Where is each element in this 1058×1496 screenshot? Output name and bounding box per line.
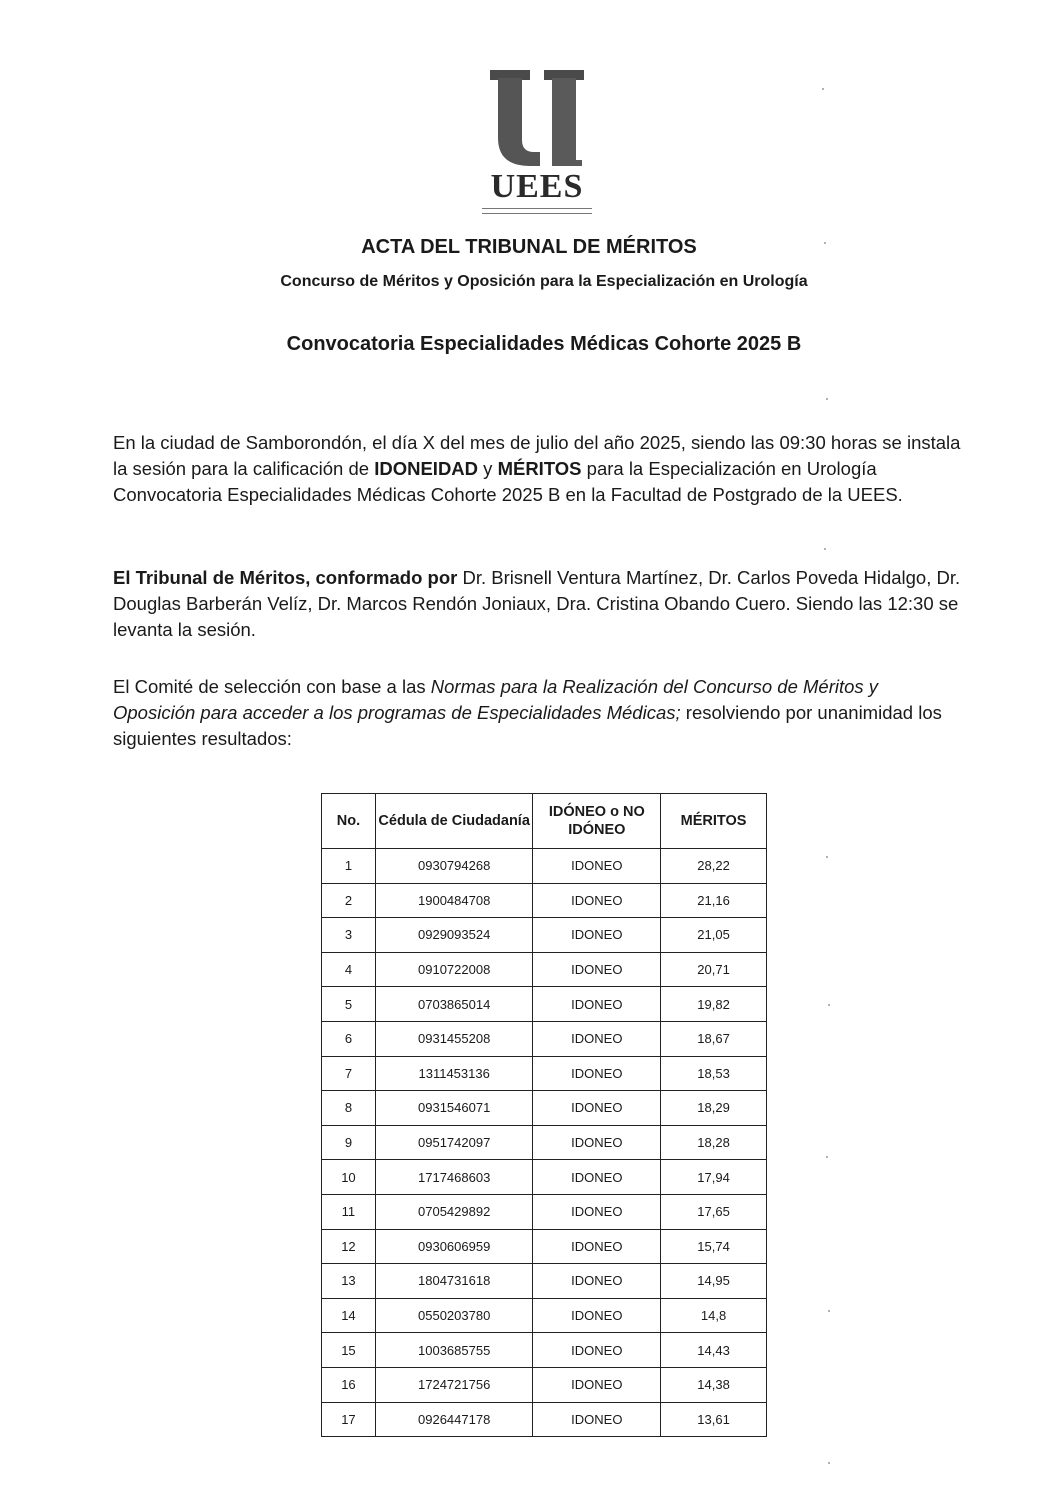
cell-no: 13 (322, 1264, 376, 1299)
cell-meritos: 18,28 (661, 1125, 767, 1160)
cell-meritos: 20,71 (661, 952, 767, 987)
cell-cedula: 0926447178 (375, 1402, 533, 1437)
header-meritos: MÉRITOS (661, 794, 767, 849)
cell-no: 7 (322, 1056, 376, 1091)
cell-meritos: 18,29 (661, 1091, 767, 1126)
cell-meritos: 21,16 (661, 883, 767, 918)
cell-meritos: 19,82 (661, 987, 767, 1022)
cell-cedula: 0951742097 (375, 1125, 533, 1160)
header-no: No. (322, 794, 376, 849)
cell-cedula: 0930606959 (375, 1229, 533, 1264)
cell-cedula: 1311453136 (375, 1056, 533, 1091)
cell-idoneo: IDONEO (533, 1402, 661, 1437)
scan-speck (826, 856, 828, 858)
cell-idoneo: IDONEO (533, 952, 661, 987)
table-row (322, 1264, 767, 1299)
cell-meritos: 18,53 (661, 1056, 767, 1091)
cell-meritos: 17,65 (661, 1194, 767, 1229)
scan-speck (824, 242, 826, 244)
scan-speck (828, 1004, 830, 1006)
cell-meritos: 13,61 (661, 1402, 767, 1437)
logo-tagline-line (482, 208, 592, 214)
scan-speck (826, 398, 828, 400)
cell-idoneo: IDONEO (533, 987, 661, 1022)
session-paragraph: En la ciudad de Samborondón, el día X del mes de julio del año 2025, siendo las 09:30 horas se instala la sesión para la calificación de IDONEIDAD y MÉRITOS para la Especialización en Urología Convocatoria Especialidades Médicas Cohorte 2025 B en la Facultad de Postgrado de la UEES. (113, 432, 961, 505)
cell-meritos: 14,38 (661, 1367, 767, 1402)
table-header-row (322, 794, 767, 849)
cell-meritos: 15,74 (661, 1229, 767, 1264)
cell-no: 14 (322, 1298, 376, 1333)
table-row (322, 1229, 767, 1264)
table-row (322, 849, 767, 884)
cell-cedula: 1900484708 (375, 883, 533, 918)
cell-cedula: 0705429892 (375, 1194, 533, 1229)
cell-no: 12 (322, 1229, 376, 1264)
cell-idoneo: IDONEO (533, 1056, 661, 1091)
scan-speck (822, 88, 824, 90)
cell-no: 3 (322, 918, 376, 953)
cell-meritos: 14,95 (661, 1264, 767, 1299)
scan-speck (828, 1462, 830, 1464)
table-row (322, 1298, 767, 1333)
cell-idoneo: IDONEO (533, 1367, 661, 1402)
cell-idoneo: IDONEO (533, 1125, 661, 1160)
convocatoria-heading: Convocatoria Especialidades Médicas Cohorte 2025 B (286, 333, 802, 355)
tribunal-paragraph: El Tribunal de Méritos, conformado por Dr. Brisnell Ventura Martínez, Dr. Carlos Poveda Hidalgo, Dr. Douglas Barberán Velíz, Dr. Marcos Rendón Joniaux, Dra. Cristina Obando Cuero. Siendo las 12:30 se levanta la sesión. (113, 567, 961, 640)
table-row (322, 1333, 767, 1368)
cell-idoneo: IDONEO (533, 1333, 661, 1368)
table-row (322, 1056, 767, 1091)
header-cedula: Cédula de Ciudadanía (375, 794, 533, 849)
cell-cedula: 0931546071 (375, 1091, 533, 1126)
cell-cedula: 0931455208 (375, 1021, 533, 1056)
cell-idoneo: IDONEO (533, 1160, 661, 1195)
cell-no: 11 (322, 1194, 376, 1229)
header-idoneo: IDÓNEO o NO IDÓNEO (533, 794, 661, 849)
cell-idoneo: IDONEO (533, 883, 661, 918)
cell-idoneo: IDONEO (533, 1264, 661, 1299)
table-row (322, 918, 767, 953)
table-row (322, 1160, 767, 1195)
document-subtitle: Concurso de Méritos y Oposición para la Especialización en Urología (280, 273, 808, 290)
cell-meritos: 28,22 (661, 849, 767, 884)
table-row (322, 1402, 767, 1437)
cell-meritos: 14,8 (661, 1298, 767, 1333)
cell-meritos: 17,94 (661, 1160, 767, 1195)
cell-no: 6 (322, 1021, 376, 1056)
cell-idoneo: IDONEO (533, 918, 661, 953)
cell-cedula: 1724721756 (375, 1367, 533, 1402)
document-title: ACTA DEL TRIBUNAL DE MÉRITOS (361, 236, 697, 258)
table-row (322, 1021, 767, 1056)
cell-no: 1 (322, 849, 376, 884)
cell-no: 5 (322, 987, 376, 1022)
table-row (322, 952, 767, 987)
cell-no: 10 (322, 1160, 376, 1195)
cell-no: 9 (322, 1125, 376, 1160)
cell-idoneo: IDONEO (533, 849, 661, 884)
table-row (322, 1091, 767, 1126)
cell-no: 8 (322, 1091, 376, 1126)
table-row (322, 883, 767, 918)
scan-speck (824, 548, 826, 550)
table-row (322, 987, 767, 1022)
cell-no: 4 (322, 952, 376, 987)
committee-paragraph: El Comité de selección con base a las Normas para la Realización del Concurso de Méritos y Oposición para acceder a los programas de Especialidades Médicas; resolviendo por unanimidad los siguientes resultados: (113, 676, 942, 749)
table-row (322, 1125, 767, 1160)
logo-wordmark: UEES (490, 168, 584, 205)
results-table (321, 793, 767, 1437)
cell-idoneo: IDONEO (533, 1298, 661, 1333)
cell-cedula: 0703865014 (375, 987, 533, 1022)
cell-cedula: 0930794268 (375, 849, 533, 884)
cell-no: 17 (322, 1402, 376, 1437)
scan-speck (828, 1310, 830, 1312)
cell-cedula: 1804731618 (375, 1264, 533, 1299)
cell-idoneo: IDONEO (533, 1229, 661, 1264)
table-row (322, 1367, 767, 1402)
cell-cedula: 1717468603 (375, 1160, 533, 1195)
cell-cedula: 0550203780 (375, 1298, 533, 1333)
cell-cedula: 0910722008 (375, 952, 533, 987)
cell-no: 16 (322, 1367, 376, 1402)
cell-meritos: 18,67 (661, 1021, 767, 1056)
cell-idoneo: IDONEO (533, 1091, 661, 1126)
cell-meritos: 14,43 (661, 1333, 767, 1368)
table-row (322, 1194, 767, 1229)
cell-cedula: 1003685755 (375, 1333, 533, 1368)
cell-no: 2 (322, 883, 376, 918)
cell-no: 15 (322, 1333, 376, 1368)
cell-idoneo: IDONEO (533, 1021, 661, 1056)
scan-speck (826, 1156, 828, 1158)
cell-idoneo: IDONEO (533, 1194, 661, 1229)
cell-meritos: 21,05 (661, 918, 767, 953)
cell-cedula: 0929093524 (375, 918, 533, 953)
